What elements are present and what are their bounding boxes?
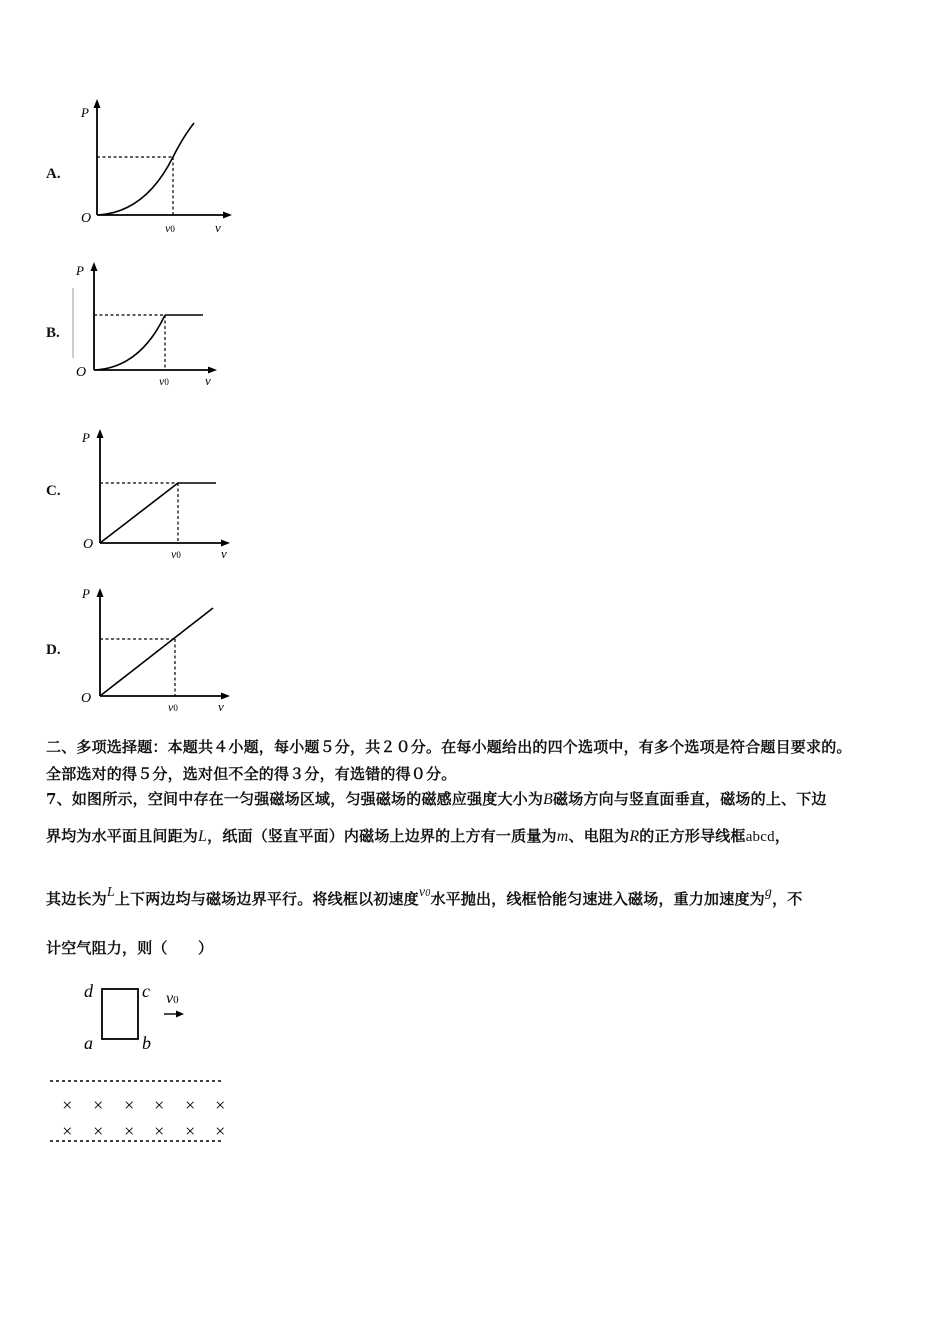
- question-line-3: 其边长为L上下两边均与磁场边界平行。将线框以初速度v0水平抛出，线框恰能匀速进入磁场，重力加速度为g，不: [46, 885, 803, 908]
- graph-d: [78, 582, 243, 717]
- cross: ×: [92, 1095, 105, 1115]
- field-crosses-row-1: [61, 1095, 226, 1115]
- y-arrow: [94, 99, 101, 108]
- option-c-label: C.: [46, 483, 61, 499]
- question-line-4: 计空气阻力，则（ ）: [46, 939, 214, 957]
- option-d-label: D.: [46, 642, 61, 658]
- wire-frame: [102, 989, 138, 1039]
- cross: ×: [184, 1095, 197, 1115]
- cross: ×: [123, 1121, 136, 1141]
- y-label: P: [82, 586, 90, 601]
- y-arrow: [97, 429, 104, 438]
- var-l: L: [198, 828, 208, 845]
- abcd-text: abcd: [745, 829, 775, 845]
- option-a-label: A.: [46, 166, 61, 182]
- corner-d: d: [84, 981, 93, 1001]
- corner-a: a: [84, 1033, 93, 1053]
- y-label: P: [81, 105, 89, 120]
- velocity-arrow-head: [176, 1011, 184, 1018]
- field-figure: [40, 975, 240, 1150]
- origin-label: O: [81, 691, 92, 706]
- cross: ×: [214, 1121, 227, 1141]
- var-l-2: L: [106, 885, 115, 900]
- y-arrow: [97, 588, 104, 597]
- ramp: [100, 483, 178, 543]
- tick-label: v0: [171, 547, 181, 561]
- x-label: v: [215, 220, 221, 235]
- field-crosses-row-2: [61, 1121, 226, 1141]
- origin-label: O: [83, 537, 94, 552]
- x-label: v: [218, 699, 224, 714]
- cross: ×: [92, 1121, 105, 1141]
- y-label: P: [76, 263, 84, 278]
- cross: ×: [123, 1095, 136, 1115]
- corner-b: b: [142, 1033, 151, 1053]
- curve: [94, 315, 165, 370]
- x-arrow: [223, 212, 232, 219]
- var-r: R: [629, 828, 640, 845]
- question-line-1: 7、如图所示，空间中存在一匀强磁场区域，匀强磁场的磁感应强度大小为B磁场方向与竖直面垂直，磁场的上、下边: [46, 790, 827, 808]
- origin-label: O: [81, 211, 92, 226]
- y-label: P: [82, 430, 90, 445]
- graph-b: [70, 258, 235, 393]
- var-v0: v0: [418, 885, 431, 900]
- x-label: v: [221, 546, 227, 561]
- origin-label: O: [76, 365, 87, 380]
- cross: ×: [184, 1121, 197, 1141]
- velocity-label: v0: [166, 990, 179, 1007]
- tick-label: v0: [159, 374, 169, 388]
- ramp: [100, 608, 213, 696]
- tick-label: v0: [168, 700, 178, 714]
- var-b: B: [543, 791, 554, 808]
- section-header-line-2: 全部选对的得５分，选对但不全的得３分，有选错的得０分。: [46, 765, 457, 783]
- cross: ×: [153, 1095, 166, 1115]
- cross: ×: [153, 1121, 166, 1141]
- y-arrow: [91, 262, 98, 271]
- x-label: v: [205, 373, 211, 388]
- cross: ×: [61, 1121, 74, 1141]
- var-m: m: [556, 828, 569, 845]
- graph-a: [75, 95, 240, 235]
- var-g: g: [764, 885, 773, 900]
- graph-c: [78, 423, 243, 563]
- section-header-line-1: 二、多项选择题：本题共４小题，每小题５分，共２０分。在每小题给出的四个选项中，有多个选项是符合题目要求的。: [46, 738, 852, 756]
- corner-c: c: [142, 981, 150, 1001]
- cross: ×: [214, 1095, 227, 1115]
- curve: [97, 123, 194, 215]
- option-b-label: B.: [46, 325, 60, 341]
- question-line-2: 界均为水平面且间距为L，纸面（竖直平面）内磁场上边界的上方有一质量为m、电阻为R的正方形导线框abcd，: [46, 827, 791, 845]
- cross: ×: [61, 1095, 74, 1115]
- tick-label: v0: [165, 221, 175, 235]
